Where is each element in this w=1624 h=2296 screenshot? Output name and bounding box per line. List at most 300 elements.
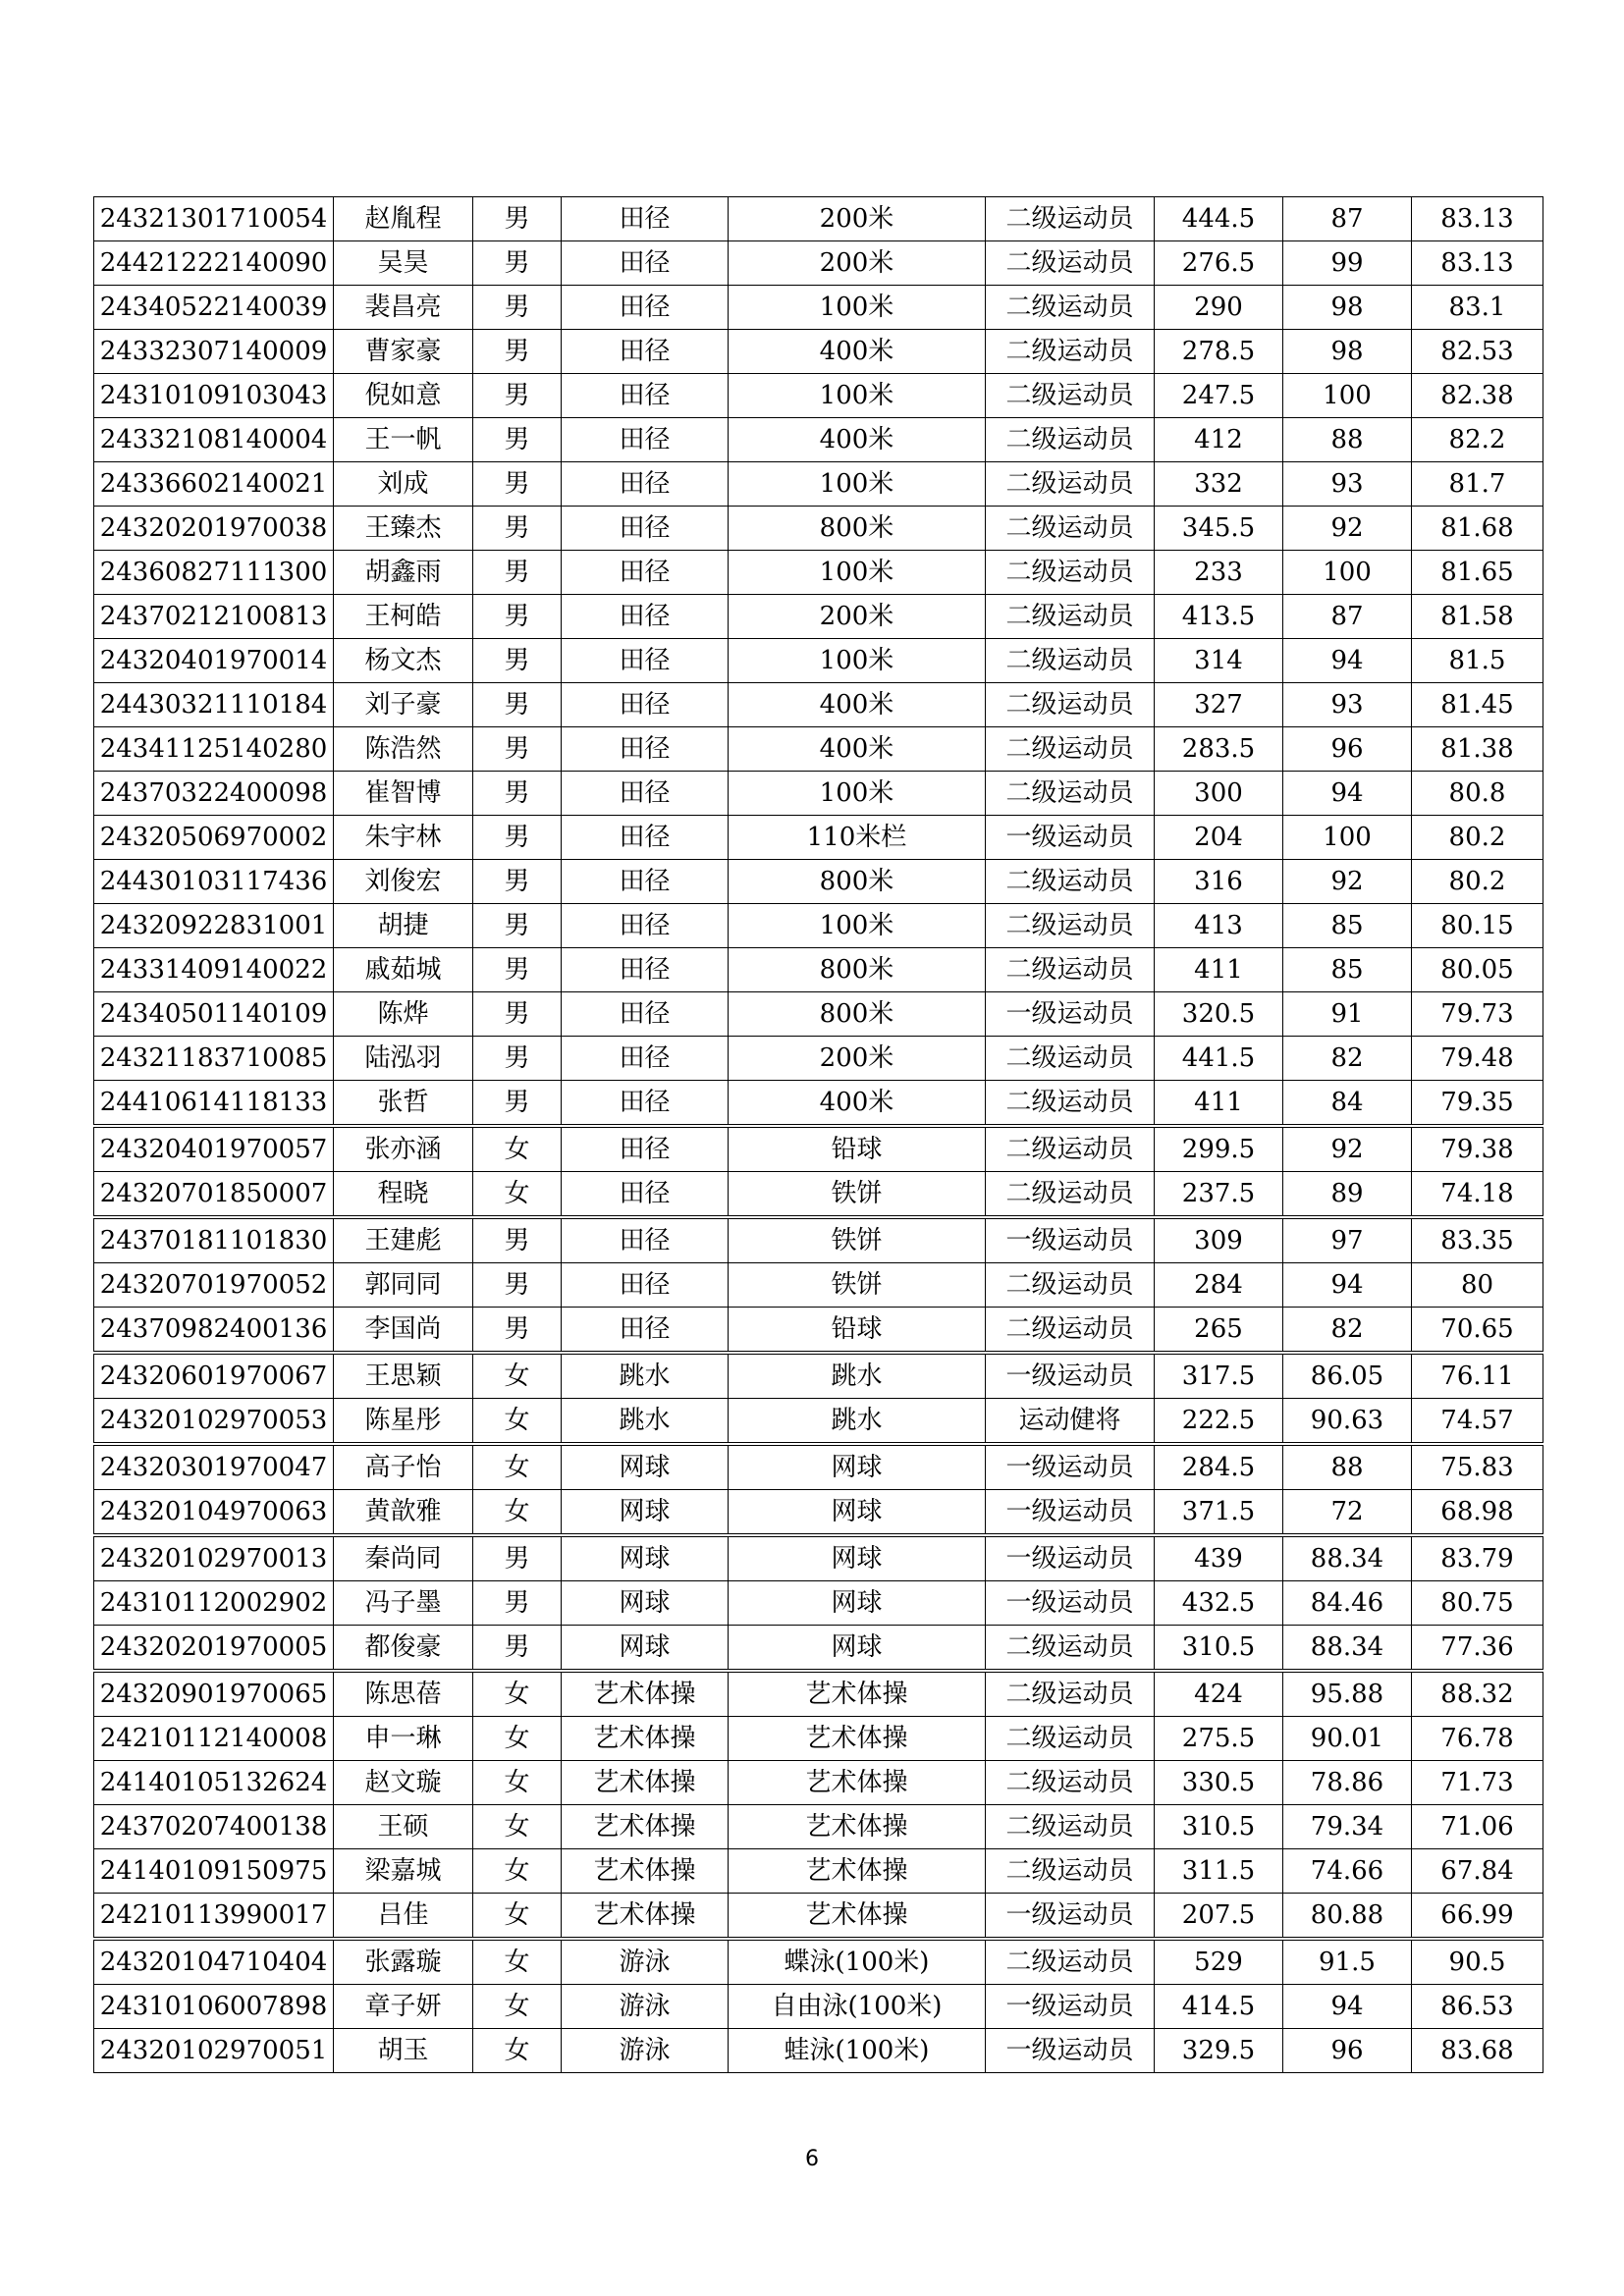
- total-score-cell: 81.45: [1412, 683, 1543, 727]
- category-cell: 田径: [562, 330, 729, 374]
- page-number: 6: [805, 2147, 819, 2171]
- table-row: [94, 948, 1543, 992]
- name-cell: 陈浩然: [334, 727, 473, 772]
- table-row: [94, 1172, 1543, 1218]
- level-cell: 二级运动员: [986, 1805, 1155, 1849]
- category-cell: 田径: [562, 816, 729, 860]
- score-cell: 413: [1155, 904, 1283, 948]
- gender-cell: 女: [473, 1126, 562, 1172]
- table-row: [94, 374, 1543, 418]
- total-score-cell: 71.73: [1412, 1761, 1543, 1805]
- total-score-cell: 86.53: [1412, 1985, 1543, 2029]
- event-cell: 艺术体操: [729, 1761, 986, 1805]
- sport-score-cell: 79.34: [1283, 1805, 1412, 1849]
- gender-cell: 男: [473, 816, 562, 860]
- table-row: [94, 992, 1543, 1037]
- total-score-cell: 83.13: [1412, 197, 1543, 241]
- candidate-id-cell: 24320401970057: [94, 1126, 334, 1172]
- sport-score-cell: 91: [1283, 992, 1412, 1037]
- total-score-cell: 81.65: [1412, 551, 1543, 595]
- sport-score-cell: 88.34: [1283, 1535, 1412, 1581]
- total-score-cell: 79.35: [1412, 1081, 1543, 1127]
- table-row: [94, 418, 1543, 462]
- sport-score-cell: 98: [1283, 330, 1412, 374]
- score-cell: 444.5: [1155, 197, 1283, 241]
- name-cell: 戚茹城: [334, 948, 473, 992]
- score-cell: 284.5: [1155, 1444, 1283, 1490]
- total-score-cell: 79.73: [1412, 992, 1543, 1037]
- category-cell: 田径: [562, 462, 729, 507]
- sport-score-cell: 84: [1283, 1081, 1412, 1127]
- table-row: [94, 860, 1543, 904]
- category-cell: 游泳: [562, 2029, 729, 2073]
- candidate-id-cell: 24340522140039: [94, 286, 334, 330]
- name-cell: 曹家豪: [334, 330, 473, 374]
- table-row: [94, 1761, 1543, 1805]
- gender-cell: 男: [473, 1581, 562, 1626]
- table-row: [94, 1717, 1543, 1761]
- sport-score-cell: 93: [1283, 462, 1412, 507]
- total-score-cell: 68.98: [1412, 1490, 1543, 1536]
- candidate-id-cell: 24320102970051: [94, 2029, 334, 2073]
- name-cell: 吴昊: [334, 241, 473, 286]
- candidate-id-cell: 24210113990017: [94, 1894, 334, 1940]
- event-cell: 铁饼: [729, 1217, 986, 1263]
- score-cell: 441.5: [1155, 1037, 1283, 1081]
- total-score-cell: 83.68: [1412, 2029, 1543, 2073]
- level-cell: 二级运动员: [986, 241, 1155, 286]
- score-cell: 278.5: [1155, 330, 1283, 374]
- event-cell: 200米: [729, 197, 986, 241]
- category-cell: 艺术体操: [562, 1761, 729, 1805]
- name-cell: 秦尚同: [334, 1535, 473, 1581]
- score-cell: 222.5: [1155, 1399, 1283, 1445]
- score-cell: 412: [1155, 418, 1283, 462]
- event-cell: 跳水: [729, 1399, 986, 1445]
- event-cell: 艺术体操: [729, 1671, 986, 1717]
- table-row: [94, 1399, 1543, 1445]
- score-cell: 424: [1155, 1671, 1283, 1717]
- level-cell: 二级运动员: [986, 860, 1155, 904]
- level-cell: 一级运动员: [986, 1894, 1155, 1940]
- score-cell: 413.5: [1155, 595, 1283, 639]
- gender-cell: 女: [473, 1490, 562, 1536]
- event-cell: 艺术体操: [729, 1717, 986, 1761]
- category-cell: 游泳: [562, 1985, 729, 2029]
- table-row: [94, 1490, 1543, 1536]
- level-cell: 二级运动员: [986, 727, 1155, 772]
- level-cell: 二级运动员: [986, 1671, 1155, 1717]
- candidate-id-cell: 24310109103043: [94, 374, 334, 418]
- event-cell: 400米: [729, 727, 986, 772]
- category-cell: 游泳: [562, 1939, 729, 1985]
- category-cell: 跳水: [562, 1399, 729, 1445]
- score-cell: 314: [1155, 639, 1283, 683]
- sport-score-cell: 86.05: [1283, 1353, 1412, 1399]
- candidate-id-cell: 24320104710404: [94, 1939, 334, 1985]
- name-cell: 陆泓羽: [334, 1037, 473, 1081]
- score-cell: 284: [1155, 1263, 1283, 1308]
- sport-score-cell: 94: [1283, 1985, 1412, 2029]
- name-cell: 陈思蓓: [334, 1671, 473, 1717]
- sport-score-cell: 88: [1283, 418, 1412, 462]
- level-cell: 二级运动员: [986, 374, 1155, 418]
- table-row: [94, 462, 1543, 507]
- candidate-id-cell: 24310112002902: [94, 1581, 334, 1626]
- level-cell: 二级运动员: [986, 1717, 1155, 1761]
- candidate-id-cell: 24321301710054: [94, 197, 334, 241]
- sport-score-cell: 92: [1283, 1126, 1412, 1172]
- score-cell: 310.5: [1155, 1805, 1283, 1849]
- score-cell: 299.5: [1155, 1126, 1283, 1172]
- sport-score-cell: 88.34: [1283, 1626, 1412, 1672]
- category-cell: 艺术体操: [562, 1671, 729, 1717]
- level-cell: 二级运动员: [986, 1037, 1155, 1081]
- gender-cell: 男: [473, 1263, 562, 1308]
- name-cell: 王建彪: [334, 1217, 473, 1263]
- candidate-id-cell: 24421222140090: [94, 241, 334, 286]
- sport-score-cell: 88: [1283, 1444, 1412, 1490]
- score-cell: 432.5: [1155, 1581, 1283, 1626]
- name-cell: 王一帆: [334, 418, 473, 462]
- total-score-cell: 80.05: [1412, 948, 1543, 992]
- total-score-cell: 82.38: [1412, 374, 1543, 418]
- table-row: [94, 727, 1543, 772]
- score-cell: 414.5: [1155, 1985, 1283, 2029]
- gender-cell: 男: [473, 1081, 562, 1127]
- sport-score-cell: 100: [1283, 816, 1412, 860]
- candidate-id-cell: 24320701970052: [94, 1263, 334, 1308]
- gender-cell: 男: [473, 727, 562, 772]
- category-cell: 网球: [562, 1490, 729, 1536]
- gender-cell: 男: [473, 1217, 562, 1263]
- name-cell: 胡鑫雨: [334, 551, 473, 595]
- event-cell: 100米: [729, 374, 986, 418]
- event-cell: 网球: [729, 1490, 986, 1536]
- score-cell: 371.5: [1155, 1490, 1283, 1536]
- total-score-cell: 76.11: [1412, 1353, 1543, 1399]
- score-cell: 411: [1155, 948, 1283, 992]
- score-cell: 329.5: [1155, 2029, 1283, 2073]
- table-row: [94, 1939, 1543, 1985]
- candidate-id-cell: 24320922831001: [94, 904, 334, 948]
- name-cell: 王思颖: [334, 1353, 473, 1399]
- event-cell: 100米: [729, 904, 986, 948]
- candidate-id-cell: 24320102970053: [94, 1399, 334, 1445]
- sport-score-cell: 95.88: [1283, 1671, 1412, 1717]
- total-score-cell: 80.2: [1412, 816, 1543, 860]
- candidate-id-cell: 24140109150975: [94, 1849, 334, 1894]
- name-cell: 张亦涵: [334, 1126, 473, 1172]
- table-row: [94, 1626, 1543, 1672]
- level-cell: 二级运动员: [986, 1939, 1155, 1985]
- gender-cell: 男: [473, 1037, 562, 1081]
- candidate-id-cell: 24370181101830: [94, 1217, 334, 1263]
- total-score-cell: 83.13: [1412, 241, 1543, 286]
- event-cell: 800米: [729, 507, 986, 551]
- level-cell: 一级运动员: [986, 2029, 1155, 2073]
- score-cell: 310.5: [1155, 1626, 1283, 1672]
- event-cell: 网球: [729, 1626, 986, 1672]
- gender-cell: 女: [473, 1399, 562, 1445]
- name-cell: 张露璇: [334, 1939, 473, 1985]
- total-score-cell: 74.18: [1412, 1172, 1543, 1218]
- level-cell: 一级运动员: [986, 1444, 1155, 1490]
- table-row: [94, 197, 1543, 241]
- sport-score-cell: 82: [1283, 1308, 1412, 1354]
- category-cell: 艺术体操: [562, 1894, 729, 1940]
- event-cell: 400米: [729, 1081, 986, 1127]
- event-cell: 100米: [729, 639, 986, 683]
- category-cell: 田径: [562, 286, 729, 330]
- candidate-id-cell: 24320901970065: [94, 1671, 334, 1717]
- category-cell: 田径: [562, 1308, 729, 1354]
- name-cell: 刘俊宏: [334, 860, 473, 904]
- name-cell: 崔智博: [334, 772, 473, 816]
- name-cell: 胡玉: [334, 2029, 473, 2073]
- gender-cell: 男: [473, 948, 562, 992]
- level-cell: 运动健将: [986, 1399, 1155, 1445]
- event-cell: 400米: [729, 330, 986, 374]
- sport-score-cell: 97: [1283, 1217, 1412, 1263]
- total-score-cell: 80.15: [1412, 904, 1543, 948]
- level-cell: 二级运动员: [986, 418, 1155, 462]
- level-cell: 一级运动员: [986, 816, 1155, 860]
- level-cell: 二级运动员: [986, 197, 1155, 241]
- sport-score-cell: 89: [1283, 1172, 1412, 1218]
- level-cell: 一级运动员: [986, 1353, 1155, 1399]
- table-row: [94, 551, 1543, 595]
- level-cell: 二级运动员: [986, 507, 1155, 551]
- candidate-id-cell: 24340501140109: [94, 992, 334, 1037]
- total-score-cell: 81.68: [1412, 507, 1543, 551]
- sport-score-cell: 96: [1283, 727, 1412, 772]
- candidate-id-cell: 24321183710085: [94, 1037, 334, 1081]
- total-score-cell: 76.78: [1412, 1717, 1543, 1761]
- total-score-cell: 80.2: [1412, 860, 1543, 904]
- table-row: [94, 1535, 1543, 1581]
- name-cell: 李国尚: [334, 1308, 473, 1354]
- candidate-id-cell: 24320601970067: [94, 1353, 334, 1399]
- sport-score-cell: 93: [1283, 683, 1412, 727]
- category-cell: 网球: [562, 1444, 729, 1490]
- total-score-cell: 81.58: [1412, 595, 1543, 639]
- candidate-id-cell: 24320104970063: [94, 1490, 334, 1536]
- event-cell: 400米: [729, 418, 986, 462]
- results-table: [93, 196, 1543, 2073]
- category-cell: 田径: [562, 418, 729, 462]
- score-cell: 300: [1155, 772, 1283, 816]
- table-row: [94, 507, 1543, 551]
- total-score-cell: 80.8: [1412, 772, 1543, 816]
- gender-cell: 男: [473, 904, 562, 948]
- sport-score-cell: 98: [1283, 286, 1412, 330]
- gender-cell: 男: [473, 1535, 562, 1581]
- gender-cell: 男: [473, 418, 562, 462]
- score-cell: 290: [1155, 286, 1283, 330]
- category-cell: 田径: [562, 1217, 729, 1263]
- sport-score-cell: 94: [1283, 772, 1412, 816]
- total-score-cell: 70.65: [1412, 1308, 1543, 1354]
- candidate-id-cell: 24410614118133: [94, 1081, 334, 1127]
- name-cell: 赵文璇: [334, 1761, 473, 1805]
- sport-score-cell: 90.63: [1283, 1399, 1412, 1445]
- level-cell: 二级运动员: [986, 1081, 1155, 1127]
- score-cell: 316: [1155, 860, 1283, 904]
- level-cell: 二级运动员: [986, 1126, 1155, 1172]
- level-cell: 二级运动员: [986, 1172, 1155, 1218]
- sport-score-cell: 85: [1283, 948, 1412, 992]
- event-cell: 铁饼: [729, 1263, 986, 1308]
- gender-cell: 男: [473, 197, 562, 241]
- gender-cell: 女: [473, 1761, 562, 1805]
- sport-score-cell: 90.01: [1283, 1717, 1412, 1761]
- name-cell: 赵胤程: [334, 197, 473, 241]
- sport-score-cell: 91.5: [1283, 1939, 1412, 1985]
- table-row: [94, 816, 1543, 860]
- candidate-id-cell: 24320201970005: [94, 1626, 334, 1672]
- gender-cell: 男: [473, 992, 562, 1037]
- level-cell: 二级运动员: [986, 904, 1155, 948]
- name-cell: 都俊豪: [334, 1626, 473, 1672]
- level-cell: 二级运动员: [986, 330, 1155, 374]
- event-cell: 100米: [729, 286, 986, 330]
- table-row: [94, 683, 1543, 727]
- score-cell: 283.5: [1155, 727, 1283, 772]
- gender-cell: 男: [473, 1626, 562, 1672]
- name-cell: 刘成: [334, 462, 473, 507]
- total-score-cell: 71.06: [1412, 1805, 1543, 1849]
- gender-cell: 男: [473, 507, 562, 551]
- candidate-id-cell: 24370322400098: [94, 772, 334, 816]
- name-cell: 胡捷: [334, 904, 473, 948]
- gender-cell: 女: [473, 2029, 562, 2073]
- event-cell: 110米栏: [729, 816, 986, 860]
- event-cell: 自由泳(100米): [729, 1985, 986, 2029]
- category-cell: 田径: [562, 507, 729, 551]
- level-cell: 一级运动员: [986, 1490, 1155, 1536]
- candidate-id-cell: 24336602140021: [94, 462, 334, 507]
- category-cell: 网球: [562, 1535, 729, 1581]
- level-cell: 二级运动员: [986, 595, 1155, 639]
- sport-score-cell: 74.66: [1283, 1849, 1412, 1894]
- score-cell: 332: [1155, 462, 1283, 507]
- sport-score-cell: 96: [1283, 2029, 1412, 2073]
- category-cell: 艺术体操: [562, 1849, 729, 1894]
- gender-cell: 男: [473, 374, 562, 418]
- table-row: [94, 1263, 1543, 1308]
- total-score-cell: 81.5: [1412, 639, 1543, 683]
- event-cell: 网球: [729, 1581, 986, 1626]
- gender-cell: 男: [473, 330, 562, 374]
- name-cell: 程晓: [334, 1172, 473, 1218]
- name-cell: 吕佳: [334, 1894, 473, 1940]
- name-cell: 黄歆雅: [334, 1490, 473, 1536]
- score-cell: 317.5: [1155, 1353, 1283, 1399]
- gender-cell: 男: [473, 595, 562, 639]
- gender-cell: 女: [473, 1894, 562, 1940]
- candidate-id-cell: 24331409140022: [94, 948, 334, 992]
- score-cell: 207.5: [1155, 1894, 1283, 1940]
- category-cell: 网球: [562, 1581, 729, 1626]
- level-cell: 一级运动员: [986, 1985, 1155, 2029]
- name-cell: 王臻杰: [334, 507, 473, 551]
- category-cell: 艺术体操: [562, 1805, 729, 1849]
- category-cell: 田径: [562, 374, 729, 418]
- table-row: [94, 1037, 1543, 1081]
- score-cell: 439: [1155, 1535, 1283, 1581]
- total-score-cell: 88.32: [1412, 1671, 1543, 1717]
- score-cell: 411: [1155, 1081, 1283, 1127]
- category-cell: 田径: [562, 1263, 729, 1308]
- category-cell: 田径: [562, 992, 729, 1037]
- candidate-id-cell: 24360827111300: [94, 551, 334, 595]
- category-cell: 田径: [562, 948, 729, 992]
- score-cell: 327: [1155, 683, 1283, 727]
- event-cell: 200米: [729, 595, 986, 639]
- level-cell: 二级运动员: [986, 1308, 1155, 1354]
- gender-cell: 男: [473, 1308, 562, 1354]
- candidate-id-cell: 24320201970038: [94, 507, 334, 551]
- event-cell: 100米: [729, 462, 986, 507]
- total-score-cell: 79.48: [1412, 1037, 1543, 1081]
- table-row: [94, 1985, 1543, 2029]
- name-cell: 申一琳: [334, 1717, 473, 1761]
- level-cell: 二级运动员: [986, 772, 1155, 816]
- table-row: [94, 1081, 1543, 1127]
- total-score-cell: 83.79: [1412, 1535, 1543, 1581]
- event-cell: 800米: [729, 948, 986, 992]
- total-score-cell: 66.99: [1412, 1894, 1543, 1940]
- table-row: [94, 241, 1543, 286]
- table-row: [94, 639, 1543, 683]
- score-cell: 309: [1155, 1217, 1283, 1263]
- category-cell: 田径: [562, 860, 729, 904]
- event-cell: 铅球: [729, 1126, 986, 1172]
- name-cell: 刘子豪: [334, 683, 473, 727]
- candidate-id-cell: 24210112140008: [94, 1717, 334, 1761]
- sport-score-cell: 72: [1283, 1490, 1412, 1536]
- category-cell: 田径: [562, 639, 729, 683]
- category-cell: 田径: [562, 1126, 729, 1172]
- total-score-cell: 83.35: [1412, 1217, 1543, 1263]
- table-row: [94, 286, 1543, 330]
- event-cell: 跳水: [729, 1353, 986, 1399]
- sport-score-cell: 100: [1283, 374, 1412, 418]
- gender-cell: 男: [473, 241, 562, 286]
- level-cell: 二级运动员: [986, 551, 1155, 595]
- event-cell: 网球: [729, 1444, 986, 1490]
- event-cell: 100米: [729, 772, 986, 816]
- event-cell: 蛙泳(100米): [729, 2029, 986, 2073]
- sport-score-cell: 84.46: [1283, 1581, 1412, 1626]
- sport-score-cell: 85: [1283, 904, 1412, 948]
- name-cell: 裴昌亮: [334, 286, 473, 330]
- table-row: [94, 1581, 1543, 1626]
- score-cell: 311.5: [1155, 1849, 1283, 1894]
- score-cell: 276.5: [1155, 241, 1283, 286]
- category-cell: 跳水: [562, 1353, 729, 1399]
- total-score-cell: 81.38: [1412, 727, 1543, 772]
- candidate-id-cell: 24332307140009: [94, 330, 334, 374]
- name-cell: 倪如意: [334, 374, 473, 418]
- total-score-cell: 82.2: [1412, 418, 1543, 462]
- table-row: [94, 1217, 1543, 1263]
- total-score-cell: 80.75: [1412, 1581, 1543, 1626]
- event-cell: 400米: [729, 683, 986, 727]
- level-cell: 二级运动员: [986, 286, 1155, 330]
- category-cell: 网球: [562, 1626, 729, 1672]
